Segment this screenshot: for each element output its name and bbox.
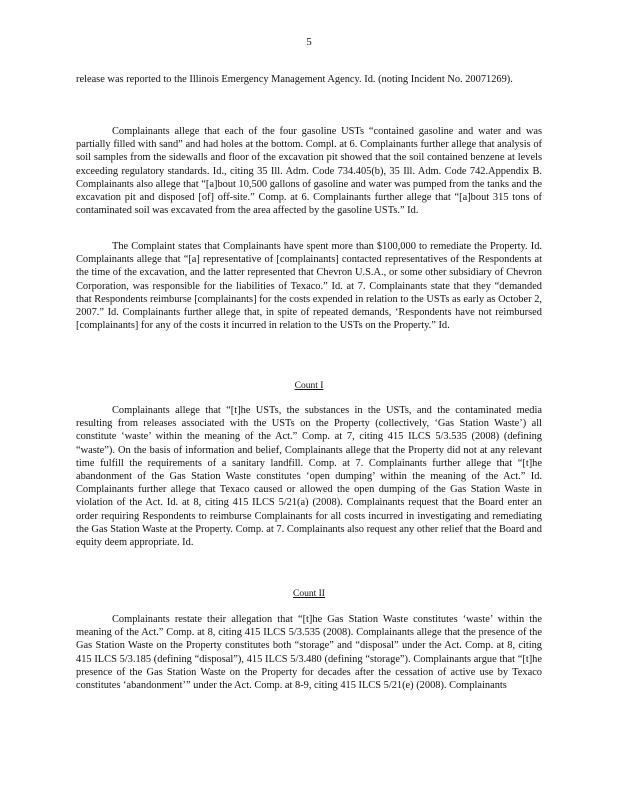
body-paragraph-3: The Complaint states that Complainants have spent more than $100,000 to remediate the Property. Id. Complainants allege that “[a] representative of [complainants] contacted representatives of the Respondents at the time of the excavation, and the latter represented that Chevron U.S.A., or some other subsidiary of Chevron Corporation, was responsible for the liabilities of Texaco.” Id. at 7. Complainants state that they “demanded that Respondents reimburse [complainants] for the costs expended in relation to the USTs as early as October 2, 2007.” Id. Complainants further allege that, in spite of repeated demands, ‘Respondents have not reimbursed [complainants] for any of the costs it incurred in relation to the USTs on the Property.” Id. xyxy=(76,241,542,332)
count-1-paragraph: Complainants allege that “[t]he USTs, the substances in the USTs, and the contaminated media resulting from releases associated with the USTs on the Property (collectively, ‘Gas Station Waste’) all constitute ‘waste’ within the meaning of the Act.” Comp. at 7, citing 415 ILCS 5/3.535 (2008) (defining “waste”). On the basis of information and belief, Complainants allege that the Property did not at any relevant time fulfill the requirements of a sanitary landfill. Comp. at 7. Complainants further allege that “[t]he abandonment of the Gas Station Waste constitutes ‘open dumping’ within the meaning of the Act.” Id. Complainants further allege that Texaco caused or allowed the open dumping of the Gas Station Waste in violation of the Act. Id. at 8, citing 415 ILCS 5/21(a) (2008). Complainants request that the Board enter an order requiring Respondents to reimburse Complainants for all costs incurred in investigating and remediating the Gas Station Waste at the Property. Comp. at 7. Complainants also request any other relief that the Board and equity deem appropriate. Id. xyxy=(76,405,542,549)
page-number: 5 xyxy=(306,36,312,48)
count-2-paragraph: Complainants restate their allegation that “[t]he Gas Station Waste constitutes ‘waste’ within the meaning of the Act.” Comp. at 8, citing 415 ILCS 5/3.535 (2008). Complainants allege that the presence of the Gas Station Waste on the Property constitutes both “storage” and “disposal” under the Act. Comp. at 8, citing 415 ILCS 5/3.185 (defining “disposal”), 415 ILCS 5/3.480 (defining “storage”). Complainants argue that “[t]he presence of the Gas Station Waste on the Property for decades after the cessation of active use by Texaco constitutes ‘abandonment’” under the Act. Comp. at 8-9, citing 415 ILCS 5/21(e) (2008). Complainants xyxy=(76,614,542,692)
body-paragraph-1: release was reported to the Illinois Emergency Management Agency. Id. (noting Incident No. 20071269). xyxy=(76,74,513,85)
body-paragraph-2: Complainants allege that each of the four gasoline USTs “contained gasoline and water and was partially filled with sand” and had holes at the bottom. Compl. at 6. Complainants further allege that analysis of soil samples from the sidewalls and floor of the excavation pit showed that the soil contained benzene at levels exceeding regulatory standards. Id., citing 35 Ill. Adm. Code 734.405(b), 35 Ill. Adm. Code 742.Appendix B. Complainants also allege that “[a]bout 10,500 gallons of gasoline and water was pumped from the tanks and the excavation pit and disposed [of] off-site.” Comp. at 6. Complainants further allege that “[a]bout 315 tons of contaminated soil was excavated from the area affected by the gasoline USTs.” Id. xyxy=(76,126,542,217)
section-heading-count-2: Count II xyxy=(293,589,325,599)
section-heading-count-1: Count I xyxy=(294,381,324,391)
